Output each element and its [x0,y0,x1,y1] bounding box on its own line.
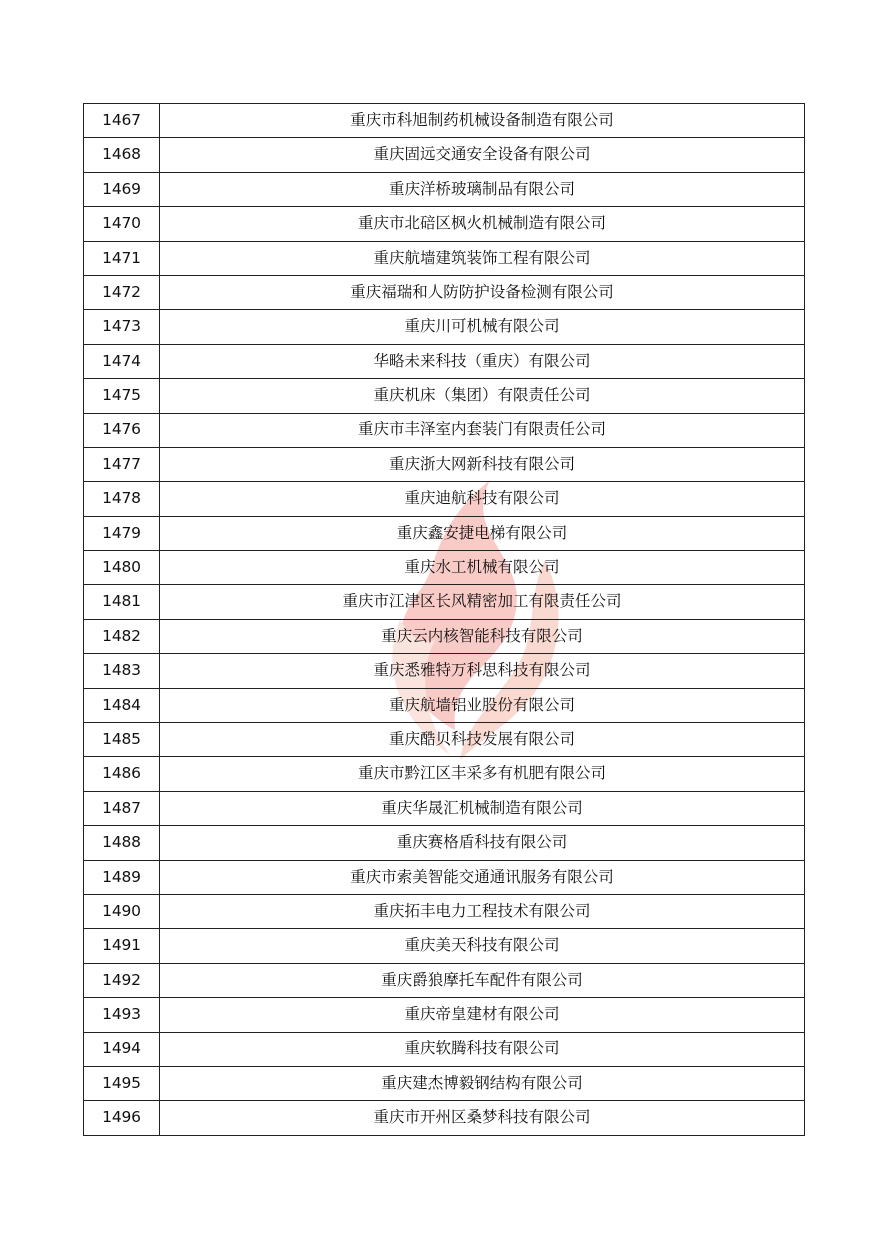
table-row [84,585,805,619]
company-name: 重庆固远交通安全设备有限公司 [160,138,805,172]
row-number: 1491 [84,929,160,963]
row-number: 1468 [84,138,160,172]
company-name: 重庆拓丰电力工程技术有限公司 [160,894,805,928]
table-row [84,791,805,825]
table-row [84,104,805,138]
table-row [84,1101,805,1135]
row-number: 1484 [84,688,160,722]
company-name: 重庆市索美智能交通通讯服务有限公司 [160,860,805,894]
company-name: 重庆酷贝科技发展有限公司 [160,723,805,757]
company-name: 重庆市江津区长风精密加工有限责任公司 [160,585,805,619]
row-number: 1471 [84,241,160,275]
company-name: 重庆市开州区桑梦科技有限公司 [160,1101,805,1135]
company-name: 重庆市丰泽室内套装门有限责任公司 [160,413,805,447]
company-list-table [83,103,805,1136]
row-number: 1485 [84,723,160,757]
company-name: 重庆机床（集团）有限责任公司 [160,379,805,413]
company-name: 重庆鑫安捷电梯有限公司 [160,516,805,550]
table-row [84,172,805,206]
company-name: 重庆爵狼摩托车配件有限公司 [160,963,805,997]
company-name: 重庆市北碚区枫火机械制造有限公司 [160,207,805,241]
table-row [84,138,805,172]
table-row [84,482,805,516]
table-row [84,310,805,344]
company-name: 重庆赛格盾科技有限公司 [160,826,805,860]
table-row [84,757,805,791]
table-row [84,207,805,241]
company-name: 重庆帝皇建材有限公司 [160,998,805,1032]
row-number: 1478 [84,482,160,516]
row-number: 1481 [84,585,160,619]
row-number: 1470 [84,207,160,241]
row-number: 1475 [84,379,160,413]
table-row [84,998,805,1032]
row-number: 1483 [84,654,160,688]
table-row [84,860,805,894]
company-name: 华略未来科技（重庆）有限公司 [160,344,805,378]
row-number: 1490 [84,894,160,928]
company-name: 重庆悉雅特万科思科技有限公司 [160,654,805,688]
row-number: 1477 [84,447,160,481]
table-row [84,688,805,722]
row-number: 1467 [84,104,160,138]
table-row [84,241,805,275]
table-row [84,516,805,550]
company-name: 重庆川可机械有限公司 [160,310,805,344]
table-row [84,619,805,653]
row-number: 1473 [84,310,160,344]
row-number: 1482 [84,619,160,653]
table-row [84,1066,805,1100]
company-name: 重庆洋桥玻璃制品有限公司 [160,172,805,206]
row-number: 1496 [84,1101,160,1135]
table-row [84,344,805,378]
row-number: 1494 [84,1032,160,1066]
table-row [84,723,805,757]
row-number: 1472 [84,275,160,309]
row-number: 1486 [84,757,160,791]
table-row [84,963,805,997]
company-name: 重庆建杰博毅钢结构有限公司 [160,1066,805,1100]
company-name: 重庆航墙铝业股份有限公司 [160,688,805,722]
company-name: 重庆浙大网新科技有限公司 [160,447,805,481]
table-row [84,551,805,585]
table-row [84,379,805,413]
row-number: 1488 [84,826,160,860]
table-row [84,826,805,860]
row-number: 1487 [84,791,160,825]
company-name: 重庆市黔江区丰采多有机肥有限公司 [160,757,805,791]
company-name: 重庆云内核智能科技有限公司 [160,619,805,653]
row-number: 1479 [84,516,160,550]
table-row [84,1032,805,1066]
row-number: 1495 [84,1066,160,1100]
company-name: 重庆软腾科技有限公司 [160,1032,805,1066]
row-number: 1489 [84,860,160,894]
row-number: 1476 [84,413,160,447]
company-name: 重庆美天科技有限公司 [160,929,805,963]
company-name: 重庆航墙建筑装饰工程有限公司 [160,241,805,275]
company-name: 重庆福瑞和人防防护设备检测有限公司 [160,275,805,309]
table-row [84,894,805,928]
company-name: 重庆市科旭制药机械设备制造有限公司 [160,104,805,138]
row-number: 1469 [84,172,160,206]
table-row [84,654,805,688]
table-body [84,104,805,1136]
company-name: 重庆迪航科技有限公司 [160,482,805,516]
company-name: 重庆华晟汇机械制造有限公司 [160,791,805,825]
row-number: 1480 [84,551,160,585]
table-row [84,929,805,963]
table-row [84,447,805,481]
row-number: 1492 [84,963,160,997]
row-number: 1493 [84,998,160,1032]
company-name: 重庆水工机械有限公司 [160,551,805,585]
table-row [84,275,805,309]
table-row [84,413,805,447]
row-number: 1474 [84,344,160,378]
